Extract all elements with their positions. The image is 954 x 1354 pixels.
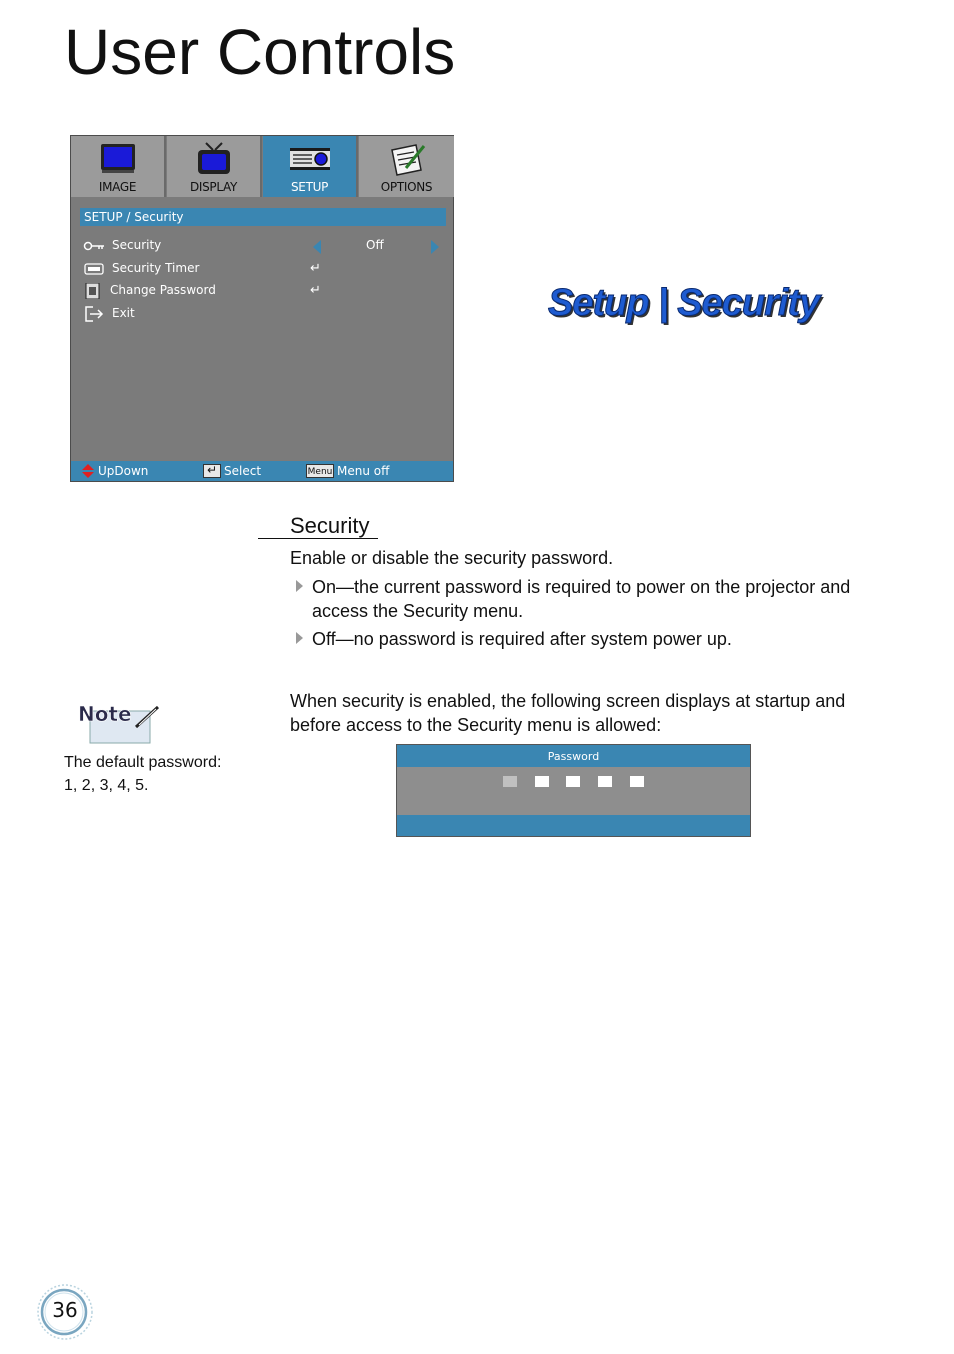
osd-row-exit[interactable] <box>83 304 443 324</box>
section-title: Setup | Security <box>548 282 820 324</box>
tab-setup[interactable] <box>263 136 358 197</box>
tab-label: DISPLAY <box>189 180 238 194</box>
tab-options[interactable] <box>359 136 454 197</box>
osd-row-change-password[interactable] <box>83 281 443 301</box>
enter-key-icon: ↵ <box>203 464 221 478</box>
osd-row-label: Exit <box>112 306 135 320</box>
note-text-line: 1, 2, 3, 4, 5. <box>64 777 149 794</box>
updown-arrow-icon <box>82 464 94 478</box>
note-text <box>64 751 221 797</box>
note-icon <box>76 697 162 745</box>
osd-breadcrumb: SETUP / Security <box>80 208 446 226</box>
password-slot[interactable] <box>630 776 644 787</box>
bullet-arrow-icon <box>296 580 303 592</box>
timer-icon <box>83 261 105 277</box>
description-intro: Enable or disable the security password. <box>290 548 614 568</box>
arrow-left-icon[interactable] <box>313 240 321 254</box>
exit-icon <box>83 306 105 322</box>
footer-select: Select <box>224 464 262 478</box>
osd-row-value: Off <box>366 238 384 252</box>
tab-label: IMAGE <box>98 180 137 194</box>
notepad-icon <box>386 142 426 176</box>
page-title: User Controls <box>64 16 456 88</box>
osd-row-label: Security <box>112 238 162 252</box>
osd-row-label: Change Password <box>110 283 216 297</box>
password-screen <box>396 744 751 837</box>
tab-display[interactable] <box>167 136 262 197</box>
osd-row-label: Security Timer <box>112 261 200 275</box>
password-slot[interactable] <box>535 776 549 787</box>
menu-key-icon: Menu <box>306 464 334 478</box>
password-slot[interactable] <box>566 776 580 787</box>
password-screen-footer <box>397 815 750 836</box>
note-text-line: The default password: <box>64 754 222 771</box>
description-heading: Security <box>290 513 370 538</box>
tab-image[interactable] <box>71 136 166 197</box>
page-number: 36 <box>52 1298 78 1322</box>
password-icon <box>83 283 105 299</box>
svg-text:Note: Note <box>78 702 132 726</box>
osd-row-security[interactable] <box>83 236 443 256</box>
arrow-right-icon[interactable] <box>431 240 439 254</box>
osd-row-security-timer[interactable] <box>83 259 443 279</box>
enter-icon[interactable]: ↵ <box>310 283 321 298</box>
osd-menu <box>70 135 454 482</box>
bullet-arrow-icon <box>296 632 303 644</box>
footer-updown: UpDown <box>98 464 149 478</box>
enter-icon[interactable]: ↵ <box>310 261 321 276</box>
password-screen-title: Password <box>397 745 750 767</box>
tv-icon <box>194 142 234 176</box>
bullet-text: Off—no password is required after system power up. <box>312 629 732 649</box>
monitor-icon <box>98 142 138 176</box>
password-slot[interactable] <box>503 776 517 787</box>
tab-label: SETUP <box>290 180 329 194</box>
tab-label: OPTIONS <box>380 180 433 194</box>
heading-underline <box>258 538 378 539</box>
startup-text: When security is enabled, the following screen displays at startup and before access to the Security menu is allowed: <box>290 691 846 735</box>
bullet-text: On—the current password is required to power on the projector and access the Security menu. <box>312 577 851 621</box>
footer-menu-off: Menu off <box>337 464 390 478</box>
key-icon <box>83 238 105 254</box>
projector-icon <box>290 142 330 176</box>
password-slot[interactable] <box>598 776 612 787</box>
osd-footer <box>71 461 453 481</box>
